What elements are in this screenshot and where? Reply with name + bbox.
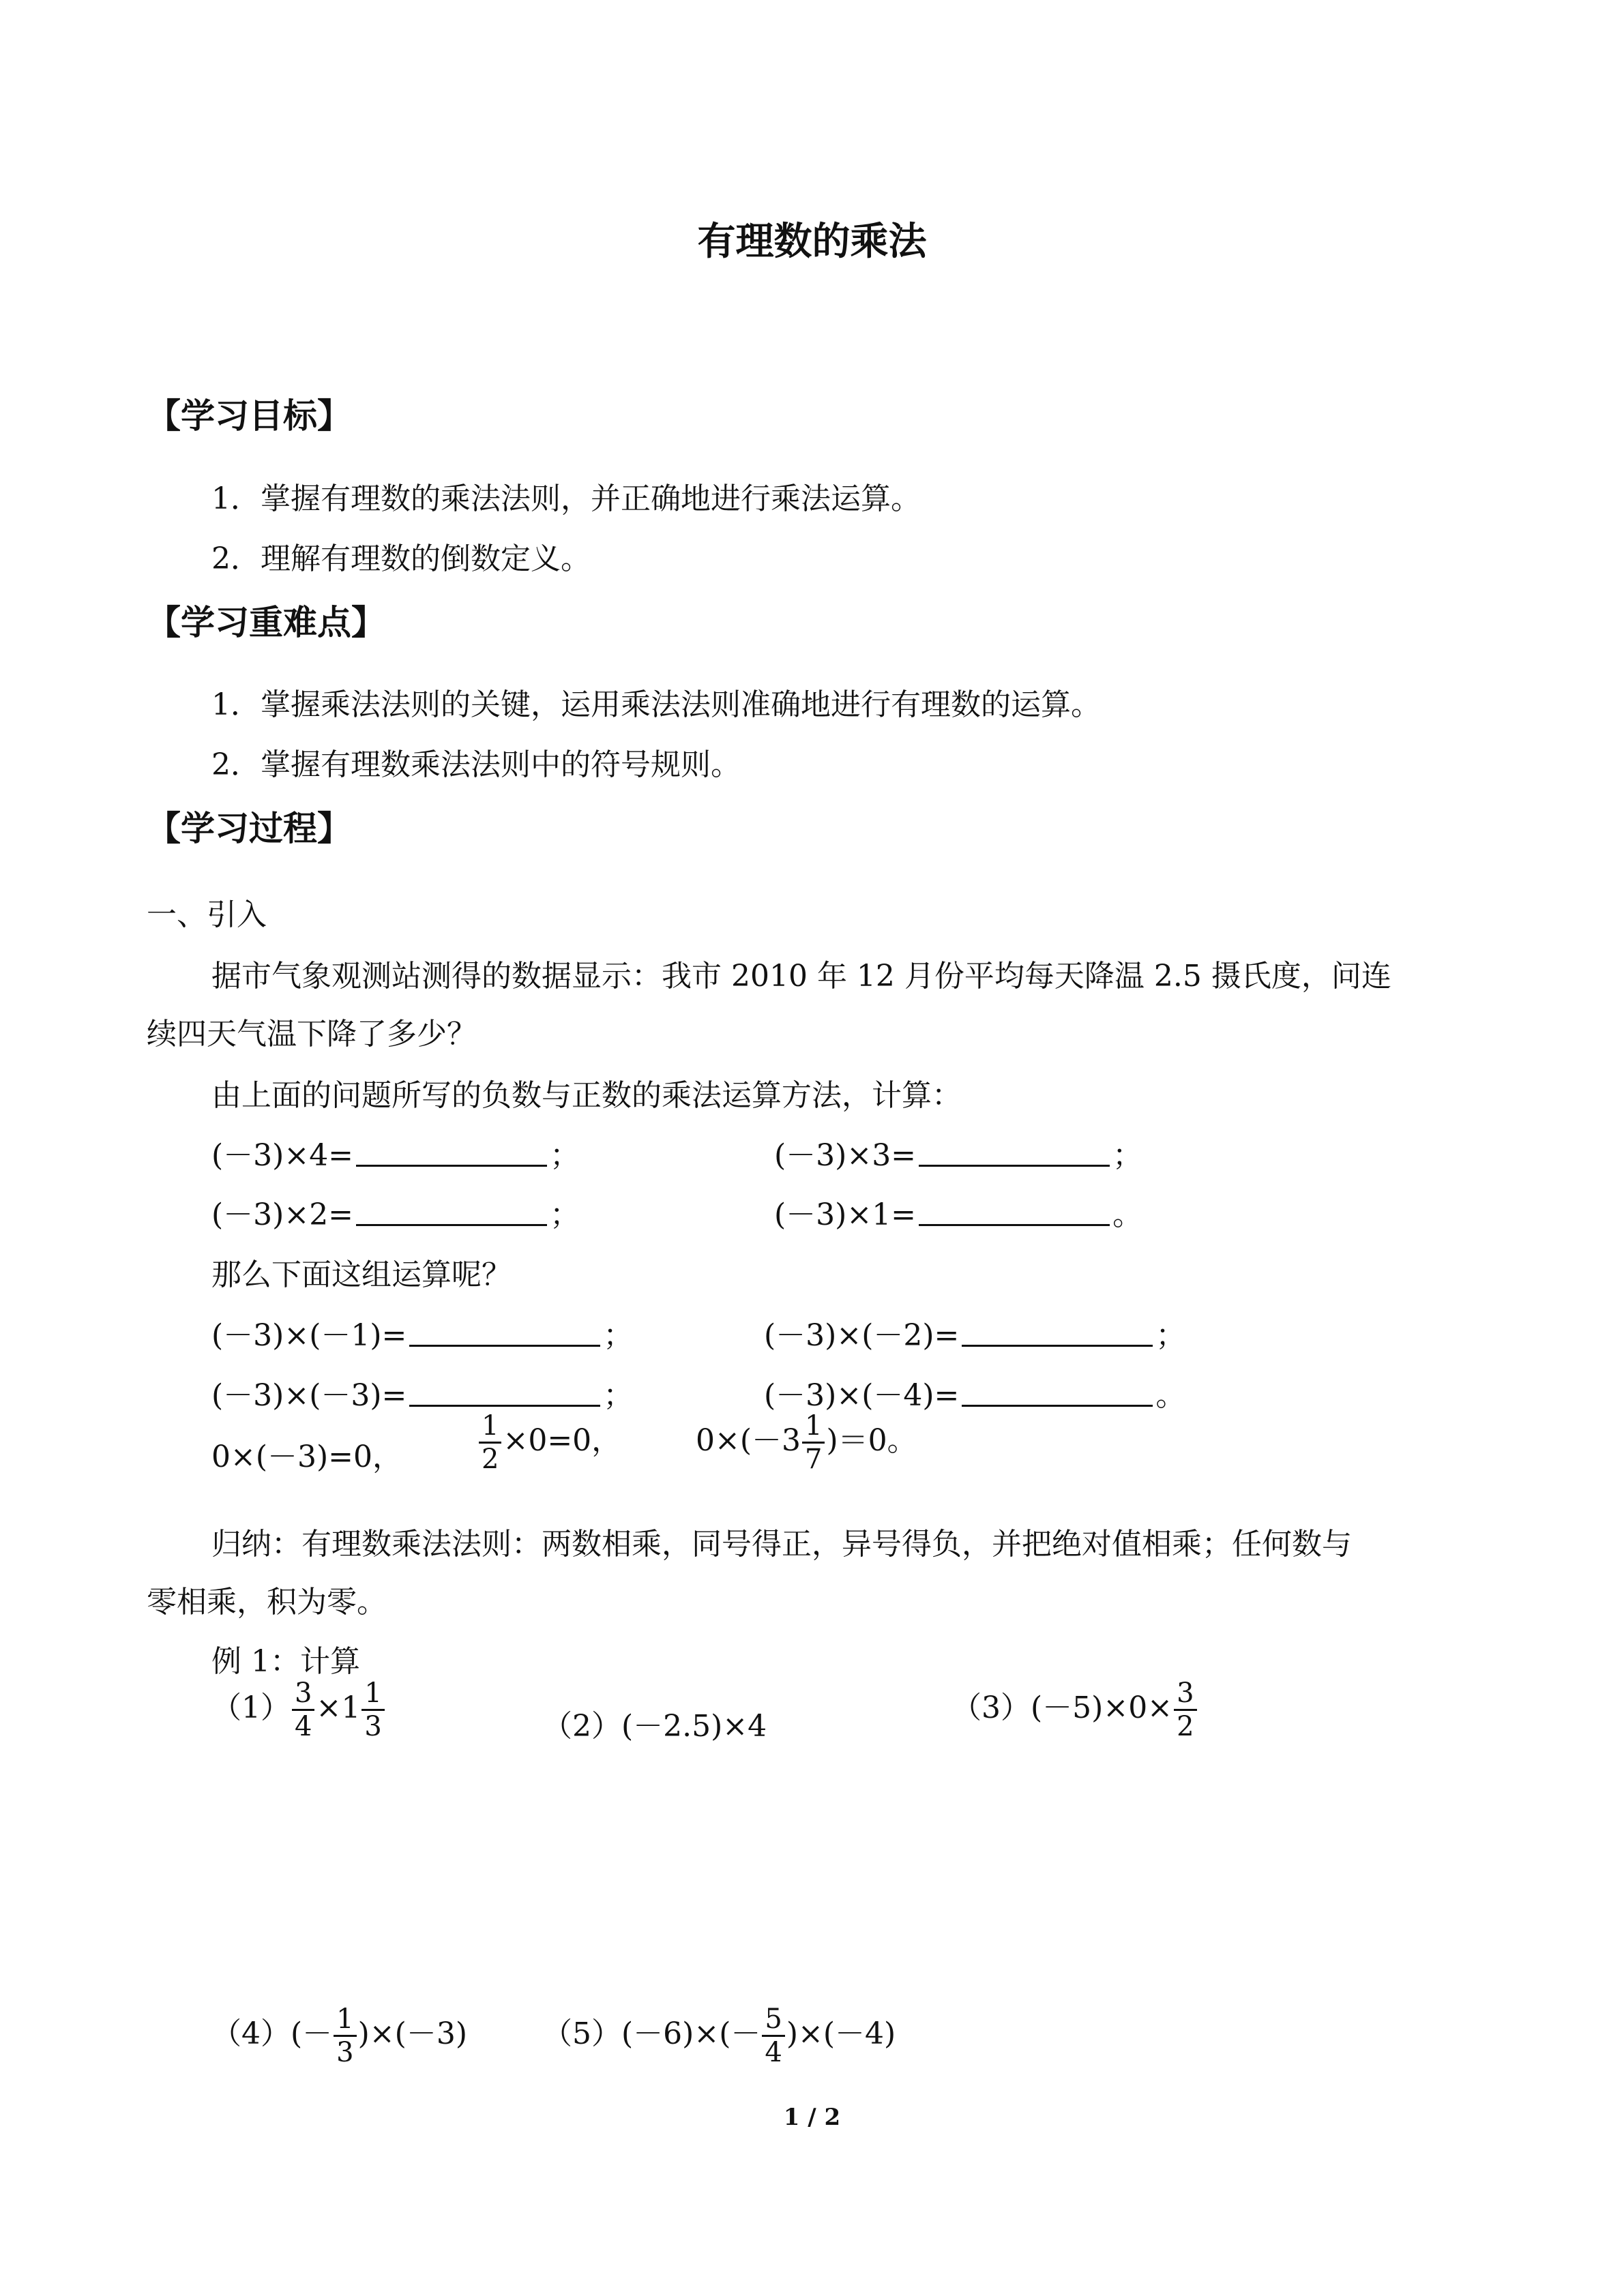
problem-label: （5）: [542, 2016, 621, 2051]
problem-label: （3）: [951, 1690, 1031, 1725]
keypoint-item-1: 1．掌握乘法法则的关键，运用乘法法则准确地进行有理数的运算。: [211, 687, 1101, 722]
exercise-d-right: [764, 1371, 1185, 1414]
problem-label: （2）: [542, 1709, 621, 1744]
exercise-d-left-end: ；: [603, 1378, 634, 1413]
example-problem-5: [542, 2005, 896, 2067]
exercise-d-right-end: 。: [1155, 1378, 1186, 1413]
goal-item-2: 2．理解有理数的倒数定义。: [211, 541, 591, 576]
exercise-a-left-expr: (－3)×4=: [211, 1138, 354, 1173]
exercise-c-right: [764, 1311, 1185, 1354]
intro-paragraph-line-1: 据市气象观测站测得的数据显示：我市 2010 年 12 月份平均每天降温 2.5 摄氏度，问连: [211, 959, 1391, 994]
exercise-b-left-expr: (－3)×2=: [211, 1197, 354, 1232]
answer-blank[interactable]: [356, 1199, 547, 1226]
answer-blank[interactable]: [962, 1320, 1153, 1347]
fraction: $\frac{1}{7}$: [802, 1412, 825, 1474]
exercise-c-right-end: ；: [1155, 1318, 1186, 1353]
fraction: $\frac{1}{3}$: [361, 1679, 384, 1741]
problem-expression-rest: )×(－3): [357, 2016, 467, 2051]
zero-example-b: [477, 1412, 621, 1474]
exercise-a-right: [774, 1131, 1142, 1174]
problem-expression: (－6)×(－: [621, 2016, 761, 2051]
example-problem-3: [951, 1679, 1198, 1741]
zero-example-b-rest: ×0=0，: [503, 1423, 622, 1458]
goals-heading: 【学习目标】: [147, 396, 351, 436]
process-heading: 【学习过程】: [147, 809, 351, 848]
example-problem-1: [211, 1679, 386, 1741]
problem-expression: (－5)×0×: [1031, 1690, 1173, 1725]
exercise-a-right-end: ；: [1112, 1138, 1143, 1173]
problem-label: （1）: [211, 1690, 291, 1725]
rule-line-1: 归纳：有理数乘法法则：两数相乘，同号得正，异号得负，并把绝对值相乘；任何数与: [211, 1527, 1352, 1562]
problem-expression: (－: [291, 2016, 333, 2051]
zero-example-c: [696, 1412, 917, 1474]
exercise-c-left-expr: (－3)×(－1)=: [211, 1318, 407, 1353]
problem-expression: (－2.5)×4: [621, 1709, 767, 1744]
page-title: 有理数的乘法: [697, 220, 927, 264]
example-problem-2: [542, 1701, 767, 1745]
answer-blank[interactable]: [962, 1380, 1153, 1407]
exercise-c-left-end: ；: [603, 1318, 634, 1353]
exercise-b-left: [211, 1190, 580, 1234]
page-number: 1 / 2: [783, 2104, 841, 2131]
exercise-d-left: [211, 1371, 633, 1414]
problem-label: （4）: [211, 2016, 291, 2051]
answer-blank[interactable]: [409, 1320, 600, 1347]
fraction: $\frac{3}{2}$: [1174, 1679, 1196, 1741]
example-label: 例 1：计算: [211, 1644, 360, 1679]
exercise-c-right-expr: (－3)×(－2)=: [764, 1318, 960, 1353]
zero-example-a: 0×(－3)=0，: [211, 1440, 403, 1474]
answer-blank[interactable]: [919, 1199, 1110, 1226]
fraction: $\frac{3}{4}$: [292, 1679, 314, 1741]
intro-paragraph-line-2: 续四天气温下降了多少？: [147, 1017, 477, 1052]
exercise-b-left-end: ；: [550, 1197, 580, 1232]
answer-blank[interactable]: [409, 1380, 600, 1407]
exercise-b-right-expr: (－3)×1=: [774, 1197, 917, 1232]
zero-example-c-rest: )＝0。: [826, 1423, 917, 1458]
exercise-b-right-end: 。: [1112, 1197, 1143, 1232]
exercise-a-right-expr: (－3)×3=: [774, 1138, 917, 1173]
exercise-d-right-expr: (－3)×(－4)=: [764, 1378, 960, 1413]
fraction: $\frac{1}{2}$: [479, 1412, 501, 1474]
example-problem-4: [211, 2005, 467, 2067]
keypoint-item-2: 2．掌握有理数乘法法则中的符号规则。: [211, 747, 741, 782]
problem-expression-rest: )×(－4): [786, 2016, 896, 2051]
compute-instruction: 由上面的问题所写的负数与正数的乘法运算方法，计算：: [211, 1078, 962, 1113]
exercise-a-left-end: ；: [550, 1138, 580, 1173]
answer-blank[interactable]: [356, 1140, 547, 1167]
exercise-a-left: [211, 1131, 580, 1174]
problem-operator: ×1: [316, 1690, 361, 1725]
fraction: $\frac{1}{3}$: [334, 2005, 356, 2067]
exercise-b-right: [774, 1190, 1142, 1234]
follow-up-question: 那么下面这组运算呢？: [211, 1257, 512, 1292]
exercise-d-left-expr: (－3)×(－3)=: [211, 1378, 407, 1413]
keypoints-heading: 【学习重难点】: [147, 603, 385, 642]
answer-blank[interactable]: [919, 1140, 1110, 1167]
zero-example-c-pre: 0×(－3: [696, 1423, 801, 1458]
exercise-c-left: [211, 1311, 633, 1354]
intro-subheading: 一、引入: [147, 897, 267, 932]
goal-item-1: 1．掌握有理数的乘法法则，并正确地进行乘法运算。: [211, 481, 921, 516]
fraction: $\frac{5}{4}$: [762, 2005, 784, 2067]
rule-line-2: 零相乘，积为零。: [147, 1585, 387, 1620]
